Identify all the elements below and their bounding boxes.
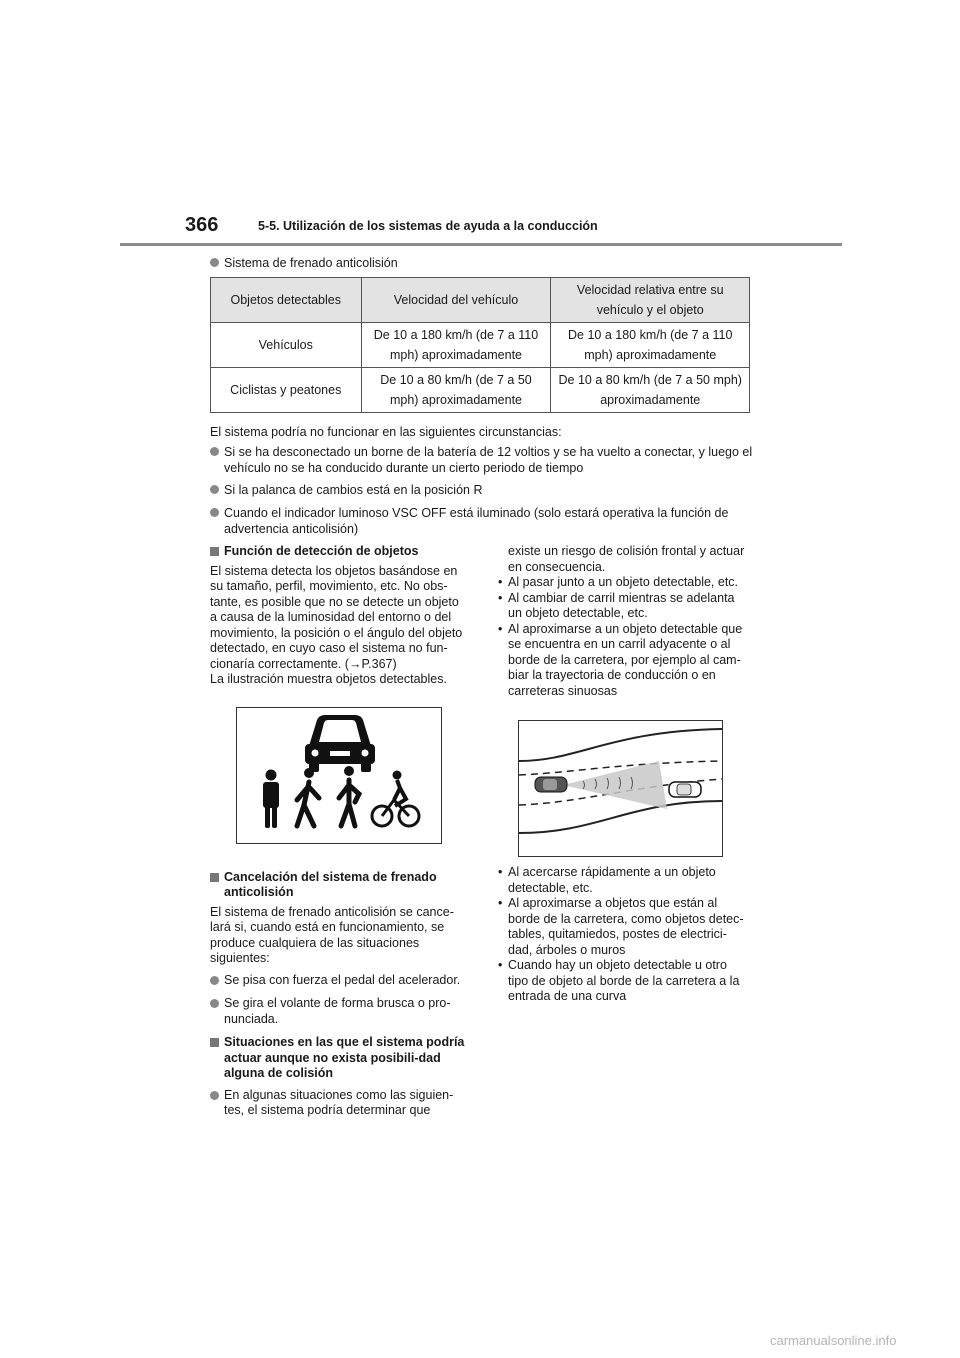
table-cell: De 10 a 80 km/h (de 7 a 50 mph) aproximadamente xyxy=(551,368,750,413)
cancel-text: El sistema de frenado anticolisión se cance-lará si, cuando está en funcionamiento, se produce cualquiera de las situaciones siguientes: xyxy=(210,904,454,965)
circumstance-item: Si se ha desconectado un borne de la batería de 12 voltios y se ha vuelto a conectar, y luego el vehículo no se ha conducido durante un cierto periodo de tiempo xyxy=(210,444,760,476)
figure-detectable-objects xyxy=(236,707,442,844)
detection-speed-table xyxy=(210,277,750,413)
continuation-text: existe un riesgo de colisión frontal y actuar en consecuencia. xyxy=(508,544,745,574)
cyclist-icon xyxy=(372,771,419,827)
table-cell: De 10 a 180 km/h (de 7 a 110 mph) aproximadamente xyxy=(551,323,750,368)
pedestrian-standing-icon xyxy=(263,770,279,829)
header-rule xyxy=(120,243,842,246)
table-cell: Ciclistas y peatones xyxy=(211,368,362,413)
chapter-title: 5-5. Utilización de los sistemas de ayuda a la conducción xyxy=(258,219,598,233)
curved-road-illustration xyxy=(519,721,722,856)
section-heading-situations: Situaciones en las que el sistema podría actuar aunque no exista posibili-dad alguna de colisión xyxy=(210,1035,468,1082)
road-edge-lower xyxy=(519,801,722,833)
watermark: carmanualsonline.info xyxy=(770,1333,897,1348)
list-item: • Al pasar junto a un objeto detectable, etc. xyxy=(494,575,750,591)
list-item: • Al acercarse rápidamente a un objeto detectable, etc. xyxy=(494,865,750,896)
circumstance-item: Cuando el indicador luminoso VSC OFF está iluminado (solo estará operativa la función de advertencia anticolisión) xyxy=(210,505,760,537)
pedestrian-arms-up-icon xyxy=(339,766,359,826)
table-row xyxy=(211,323,750,368)
list-item: • Al aproximarse a un objeto detectable que se encuentra en un carril adyacente o al borde de la carretera, por ejemplo al cam-biar la trayectoria de conducción o en carreteras sinuosas xyxy=(494,622,750,700)
page-number: 366 xyxy=(185,214,219,236)
intro-bullet: Sistema de frenado anticolisión xyxy=(210,255,760,271)
list-item: • Cuando hay un objeto detectable u otro tipo de objeto al borde de la carretera a la entrada de una curva xyxy=(494,958,750,1005)
target-car-icon xyxy=(669,782,701,797)
header-objects: Objetos detectables xyxy=(211,278,362,323)
detection-text: El sistema detecta los objetos basándose en su tamaño, perfil, movimiento, etc. No obs-tante, es posible que no se detecte un objeto a causa de la luminosidad del entorno o del movimiento, la posición o el ángulo del objeto detectado, en cuyo caso el sistema no fun-cionaría correctamente. (→P.367) La ilustración muestra objetos detectables. xyxy=(210,563,463,686)
cancel-item: Se gira el volante de forma brusca o pro-nunciada. xyxy=(210,996,468,1027)
list-item: • Al aproximarse a objetos que están al borde de la carretera, como objetos detec-tables, quitamiedos, postes de electrici-dad, árboles o muros xyxy=(494,896,750,958)
header-relative-speed: Velocidad relativa entre su vehículo y el objeto xyxy=(551,278,750,323)
table-row xyxy=(211,368,750,413)
circumstances-intro: El sistema podría no funcionar en las siguientes circunstancias: xyxy=(210,425,562,439)
cancel-item: Se pisa con fuerza el pedal del acelerador. xyxy=(210,973,468,989)
circumstance-item: Si la palanca de cambios está en la posición R xyxy=(210,482,760,498)
section-heading-detection: Función de detección de objetos xyxy=(210,544,468,560)
situations-item: En algunas situaciones como las siguien-tes, el sistema podría determinar que xyxy=(210,1088,468,1119)
header-vehicle-speed: Velocidad del vehículo xyxy=(361,278,551,323)
detectable-objects-illustration xyxy=(237,708,441,843)
table-cell: De 10 a 180 km/h (de 7 a 110 mph) aproximadamente xyxy=(361,323,551,368)
own-car-icon xyxy=(535,777,567,792)
table-cell: De 10 a 80 km/h (de 7 a 50 mph) aproximadamente xyxy=(361,368,551,413)
table-header-row xyxy=(211,278,750,323)
sensor-beam xyxy=(563,761,667,809)
figure-curved-road xyxy=(518,720,723,857)
table-cell: Vehículos xyxy=(211,323,362,368)
list-item: • Al cambiar de carril mientras se adelanta un objeto detectable, etc. xyxy=(494,591,750,622)
section-heading-cancel: Cancelación del sistema de frenado anticolisión xyxy=(210,870,468,901)
pedestrian-walking-icon xyxy=(297,768,319,826)
road-edge-upper xyxy=(519,729,722,761)
